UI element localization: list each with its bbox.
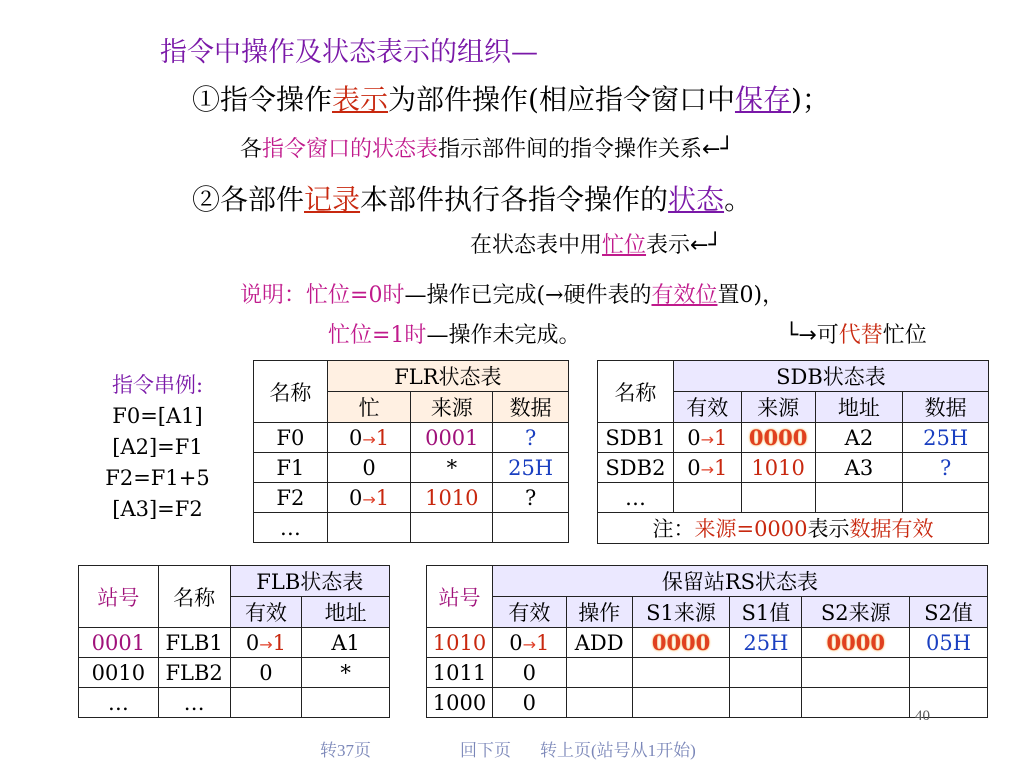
sdb-cell-name: SDB2 <box>598 453 674 483</box>
flb-table <box>78 565 390 718</box>
instruction-example <box>80 370 235 525</box>
sdb-header: 来源 <box>741 392 815 423</box>
table-row <box>598 453 989 483</box>
sdb-cell-name: … <box>598 483 674 513</box>
flr-cell-source: 0001 <box>411 423 493 453</box>
note-keyword: 有效位 <box>651 283 718 308</box>
rs-cell-station: 1010 <box>427 628 493 658</box>
sdb-header: 有效 <box>673 392 741 423</box>
flb-cell-empty <box>302 688 390 718</box>
note-text: —操作已完成(→硬件表的 <box>404 283 652 308</box>
flr-cell-data: 25H <box>493 453 569 483</box>
sdb-cell-valid <box>673 453 741 483</box>
flb-cell-valid <box>230 628 302 658</box>
flb-cell-station: 0001 <box>79 628 159 658</box>
right-arrow-icon: → <box>700 459 714 479</box>
flr-header: 来源 <box>411 392 493 423</box>
link-goto-page-37[interactable]: 转37页 <box>320 741 371 760</box>
note-label: 说明： <box>240 283 307 308</box>
point-1-keyword: 表示 <box>332 83 389 116</box>
table-row <box>254 513 569 543</box>
flb-cell-name: FLB2 <box>158 658 230 688</box>
flb-cell-address: A1 <box>302 628 390 658</box>
flr-cell-busy <box>327 423 411 453</box>
rs-cell-empty <box>802 688 910 718</box>
return-arrow-icon: ←┘ <box>702 137 734 162</box>
note-text: 忙位 <box>882 323 927 348</box>
note-line-1 <box>240 278 784 309</box>
sdb-cell-valid-from: 0 <box>687 455 701 480</box>
flb-cell-empty <box>230 688 302 718</box>
rs-cell-empty <box>910 658 988 688</box>
point-1-keyword: 保存 <box>734 83 791 116</box>
sdb-cell-name: SDB1 <box>598 423 674 453</box>
note-line-3 <box>785 318 927 349</box>
sdb-cell-valid <box>673 423 741 453</box>
right-arrow-icon: → <box>700 429 714 449</box>
table-row <box>79 658 390 688</box>
flr-cell-name: F0 <box>254 423 328 453</box>
sdb-table-title: SDB状态表 <box>673 361 988 392</box>
table-row <box>427 688 988 718</box>
point-2-keyword: 状态 <box>668 183 725 216</box>
sdb-cell-empty <box>903 483 989 513</box>
note-keyword: 忙位=1时 <box>328 323 427 348</box>
detail-text: 表示 <box>646 233 691 258</box>
note-keyword: 代替 <box>838 323 883 348</box>
flr-cell-data: ? <box>493 483 569 513</box>
point-2 <box>192 178 752 218</box>
return-arrow-icon: ←┘ <box>690 233 722 258</box>
rs-header: S2值 <box>910 597 988 628</box>
flb-cell-valid-to: 1 <box>272 630 287 655</box>
table-row <box>427 658 988 688</box>
point-2-detail <box>470 228 722 259</box>
sdb-note-label: 注： <box>652 517 695 541</box>
rs-cell-station: 1000 <box>427 688 493 718</box>
rs-cell-empty <box>802 658 910 688</box>
flr-header: 数据 <box>493 392 569 423</box>
sdb-cell-valid-from: 0 <box>687 425 701 450</box>
flr-table-title: FLR状态表 <box>327 361 568 392</box>
link-previous-page[interactable]: 转上页(站号从1开始) <box>540 741 696 760</box>
rs-cell-valid <box>492 628 566 658</box>
flr-cell-data: ? <box>493 423 569 453</box>
rs-header: S1值 <box>730 597 802 628</box>
point-1-detail <box>240 132 734 163</box>
flr-cell-busy-to: 1 <box>375 485 390 510</box>
note-text: 可 <box>816 323 839 348</box>
table-row <box>254 423 569 453</box>
flb-header: 地址 <box>302 597 390 628</box>
point-2-text: 本部件执行各指令操作的 <box>360 183 669 216</box>
flr-header: 忙 <box>327 392 411 423</box>
rs-header: 操作 <box>566 597 632 628</box>
rs-cell-s1-source: 0000 <box>632 628 730 658</box>
sdb-note-keyword: 来源=0000 <box>694 517 808 541</box>
rs-cell-s2-value: 05H <box>910 628 988 658</box>
right-arrow-icon: → <box>259 634 273 654</box>
rs-table-title: 保留站RS状态表 <box>492 566 987 597</box>
sdb-table <box>597 360 989 544</box>
right-arrow-icon: → <box>522 634 537 654</box>
link-next-page[interactable]: 回下页 <box>460 741 511 760</box>
sdb-cell-address: A3 <box>815 453 903 483</box>
table-row <box>254 483 569 513</box>
sdb-cell-empty <box>815 483 903 513</box>
table-row <box>598 423 989 453</box>
sdb-header: 数据 <box>903 392 989 423</box>
example-line: F2=F1+5 <box>105 466 210 490</box>
sdb-note <box>598 513 989 544</box>
flr-cell-name: F2 <box>254 483 328 513</box>
flr-cell-name: F1 <box>254 453 328 483</box>
flr-cell-source: * <box>411 453 493 483</box>
detail-text: 指示部件间的指令操作关系 <box>438 137 703 162</box>
point-1-text: ①指令操作 <box>192 83 333 116</box>
flr-cell-source: 1010 <box>411 483 493 513</box>
sdb-cell-valid-to: 1 <box>714 425 728 450</box>
rs-cell-valid-to: 1 <box>536 630 550 655</box>
example-line: F0=[A1] <box>112 404 203 428</box>
rs-header: S2来源 <box>802 597 910 628</box>
example-line: [A2]=F1 <box>112 435 203 459</box>
point-1-text: 为部件操作(相应指令窗口中 <box>388 83 735 116</box>
rs-header-station: 站号 <box>427 566 493 628</box>
flr-cell-empty <box>411 513 493 543</box>
sdb-cell-source: 1010 <box>741 453 815 483</box>
flr-cell-busy-from: 0 <box>349 425 363 450</box>
table-row <box>598 483 989 513</box>
rs-header: S1来源 <box>632 597 730 628</box>
flr-header-name: 名称 <box>254 361 328 423</box>
table-row <box>79 628 390 658</box>
right-arrow-icon: → <box>362 489 376 509</box>
rs-cell-empty <box>632 688 730 718</box>
sdb-header: 地址 <box>815 392 903 423</box>
flb-cell-name: FLB1 <box>158 628 230 658</box>
right-arrow-icon: → <box>362 429 376 449</box>
page-title: 指令中操作及状态表示的组织— <box>160 37 538 68</box>
rs-cell-empty <box>632 658 730 688</box>
rs-table <box>426 565 988 718</box>
note-text: 置0)， <box>717 283 785 308</box>
rs-cell-op: ADD <box>566 628 632 658</box>
detail-keyword: 指令窗口的状态表 <box>262 137 439 162</box>
sdb-cell-address: A2 <box>815 423 903 453</box>
rs-cell-empty <box>566 688 632 718</box>
flb-header: 有效 <box>230 597 302 628</box>
rs-cell-s2-source: 0000 <box>802 628 910 658</box>
note-keyword: 忙位=0时 <box>306 283 405 308</box>
rs-cell-empty <box>730 688 802 718</box>
detail-keyword: 忙位 <box>602 233 647 258</box>
flb-cell-address: * <box>302 658 390 688</box>
flb-header-station: 站号 <box>79 566 159 628</box>
rs-cell-empty <box>566 658 632 688</box>
sdb-cell-empty <box>741 483 815 513</box>
sdb-cell-empty <box>673 483 741 513</box>
detail-text: 各 <box>240 137 263 162</box>
rs-cell-s1-value: 25H <box>730 628 802 658</box>
sdb-header-name: 名称 <box>598 361 674 423</box>
rs-cell-empty <box>730 658 802 688</box>
sdb-cell-source: 0000 <box>741 423 815 453</box>
point-2-keyword: 记录 <box>304 183 361 216</box>
rs-cell-valid: 0 <box>492 688 566 718</box>
page-number: 40 <box>915 708 930 724</box>
table-row <box>427 628 988 658</box>
flr-cell-busy-to: 1 <box>375 425 390 450</box>
rs-cell-station: 1011 <box>427 658 493 688</box>
sdb-cell-valid-to: 1 <box>714 455 728 480</box>
flr-cell-busy-from: 0 <box>349 485 363 510</box>
flr-cell-busy: 0 <box>327 453 411 483</box>
note-text: —操作未完成。 <box>426 323 581 348</box>
flr-cell-empty <box>493 513 569 543</box>
point-1 <box>192 78 830 118</box>
flr-table <box>253 360 569 543</box>
sdb-cell-data: 25H <box>903 423 989 453</box>
sdb-cell-data: ? <box>903 453 989 483</box>
flb-cell-valid-from: 0 <box>245 630 260 655</box>
rs-header: 有效 <box>492 597 566 628</box>
flb-cell-name: … <box>158 688 230 718</box>
table-row <box>254 453 569 483</box>
flb-cell-station: 0010 <box>79 658 159 688</box>
flb-cell-valid: 0 <box>230 658 302 688</box>
point-1-text: )； <box>790 83 830 116</box>
flb-table-title: FLB状态表 <box>230 566 389 597</box>
flr-cell-busy <box>327 483 411 513</box>
flb-cell-station: … <box>79 688 159 718</box>
rs-cell-valid-from: 0 <box>509 630 523 655</box>
flb-header-name: 名称 <box>158 566 230 628</box>
example-line: [A3]=F2 <box>112 497 203 521</box>
note-line-2 <box>328 318 580 349</box>
bend-arrow-icon: └→ <box>785 323 817 348</box>
flr-cell-empty <box>327 513 411 543</box>
rs-cell-valid: 0 <box>492 658 566 688</box>
detail-text: 在状态表中用 <box>470 233 603 258</box>
sdb-note-keyword: 数据有效 <box>849 517 934 541</box>
point-2-text: ②各部件 <box>192 183 305 216</box>
table-row <box>598 513 989 544</box>
example-heading: 指令串例: <box>111 373 204 397</box>
sdb-note-text: 表示 <box>807 517 850 541</box>
table-row <box>79 688 390 718</box>
flr-cell-name: … <box>254 513 328 543</box>
point-2-text: 。 <box>724 183 753 216</box>
